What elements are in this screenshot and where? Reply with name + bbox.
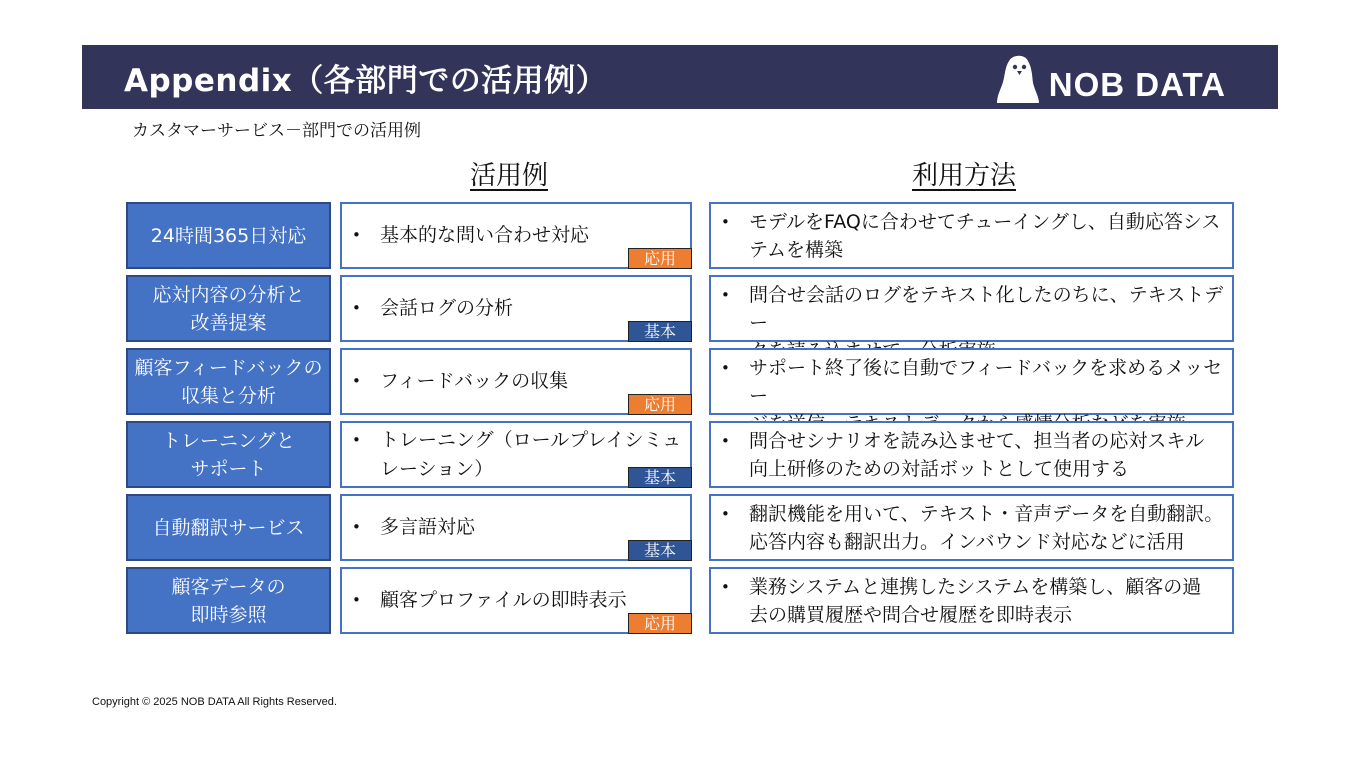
applied-badge: 応用 (628, 394, 692, 415)
bullet-icon: • (721, 286, 730, 304)
method-text: 翻訳機能を用いて、テキスト・音声データを自動翻訳。 応答内容も翻訳出力。インバウンド対応などに活用 (749, 503, 1224, 553)
category-label: トレーニングと サポート (126, 421, 331, 488)
applied-badge: 応用 (628, 248, 692, 269)
bullet-icon: • (721, 432, 730, 450)
bullet-icon: • (352, 591, 361, 609)
table-row (126, 494, 1234, 561)
table-row (126, 421, 1234, 488)
category-label: 顧客フィードバックの 収集と分析 (126, 348, 331, 415)
method-cell (709, 567, 1234, 634)
basic-badge: 基本 (628, 321, 692, 342)
table-row (126, 275, 1234, 342)
use-case-text: フィードバックの収集 (380, 370, 569, 392)
bullet-icon: • (352, 299, 361, 317)
method-text: 問合せ会話のログをテキスト化したのちに、テキストデー (749, 284, 1224, 334)
table-row (126, 348, 1234, 415)
table-row (126, 567, 1234, 634)
category-label: 顧客データの 即時参照 (126, 567, 331, 634)
bullet-icon: • (352, 226, 361, 244)
method-text: 業務システムと連携したシステムを構築し、顧客の過 去の購買履歴や問合せ履歴を即時表示 (749, 576, 1202, 626)
use-case-text: 多言語対応 (380, 516, 476, 538)
use-case-cell (340, 421, 692, 488)
company-logo (995, 55, 1226, 103)
use-case-cell (340, 275, 692, 342)
penguin-logo-icon (995, 55, 1039, 103)
use-case-text: 会話ログの分析 (380, 297, 514, 319)
use-case-text: トレーニング（ロールプレイシミュ レーション） (380, 428, 682, 480)
use-case-text: 基本的な問い合わせ対応 (380, 224, 590, 246)
bullet-icon: • (352, 518, 361, 536)
table-row (126, 202, 1234, 269)
bullet-icon: • (721, 213, 730, 231)
method-cell (709, 494, 1234, 561)
category-label: 自動翻訳サービス (126, 494, 331, 561)
method-text: 問合せシナリオを読み込ませて、担当者の応対スキル 向上研修のための対話ボットとして使用する (749, 430, 1205, 480)
category-label: 応対内容の分析と 改善提案 (126, 275, 331, 342)
basic-badge: 基本 (628, 540, 692, 561)
use-case-cell (340, 202, 692, 269)
copyright-notice: Copyright © 2025 NOB DATA All Rights Reserved. (92, 696, 337, 708)
bullet-icon: • (352, 430, 361, 449)
applied-badge: 応用 (628, 613, 692, 634)
method-cell (709, 421, 1234, 488)
method-cell (709, 348, 1234, 415)
method-cell (709, 202, 1234, 269)
header-bar (82, 45, 1278, 109)
use-case-cell (340, 348, 692, 415)
column-header-method: 利用方法 (912, 161, 1017, 191)
section-subtitle: カスタマーサービス－部門での活用例 (132, 121, 421, 141)
bullet-icon: • (721, 505, 730, 523)
bullet-icon: • (352, 372, 361, 390)
category-label: 24時間365日対応 (126, 202, 331, 269)
page-title: Appendix（各部門での活用例） (124, 63, 608, 99)
use-case-cell (340, 567, 692, 634)
use-case-cell (340, 494, 692, 561)
logo-text: NOB DATA (1048, 66, 1226, 103)
bullet-icon: • (721, 578, 730, 596)
method-cell (709, 275, 1234, 342)
use-case-text: 顧客プロファイルの即時表示 (380, 589, 627, 611)
column-header-use-case: 活用例 (470, 161, 549, 191)
method-text: サポート終了後に自動でフィードバックを求めるメッセー (749, 357, 1223, 407)
basic-badge: 基本 (628, 467, 692, 488)
bullet-icon: • (721, 359, 730, 377)
method-text: モデルをFAQに合わせてチューイングし、自動応答シス テムを構築 (749, 211, 1221, 261)
